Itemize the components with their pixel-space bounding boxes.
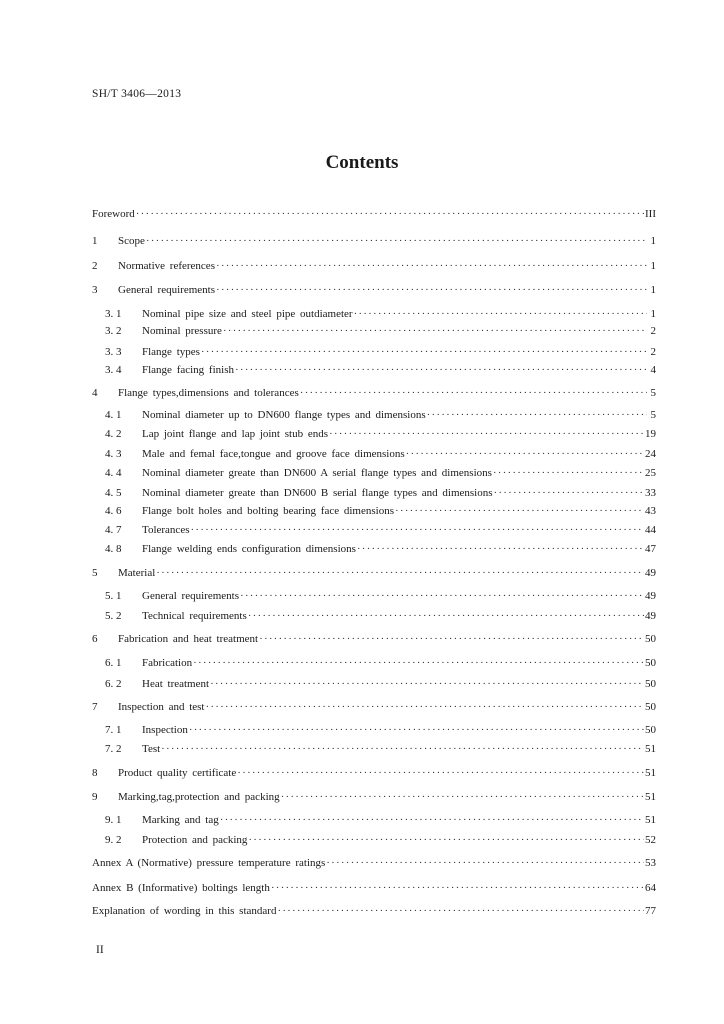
toc-entry-number: 9. 2	[105, 834, 122, 846]
toc-leader-dots	[205, 699, 644, 715]
toc-entry-label: Flange types,dimensions and tolerances	[118, 387, 299, 399]
toc-entry-number: 4. 2	[105, 428, 122, 440]
toc-entry-page: 1	[650, 235, 656, 247]
toc-entry[interactable]	[92, 880, 656, 896]
toc-entry-label: Flange welding ends configuration dimensions	[142, 543, 356, 555]
toc-entry[interactable]	[105, 522, 656, 538]
toc-entry[interactable]	[92, 233, 656, 249]
toc-entry[interactable]	[105, 503, 656, 519]
toc-leader-dots	[189, 722, 644, 738]
toc-entry-number: 1	[92, 235, 98, 247]
toc-entry[interactable]	[105, 323, 656, 339]
toc-leader-dots	[190, 522, 644, 538]
toc-entry-number: 4. 6	[105, 505, 122, 517]
toc-entry-page: 24	[645, 448, 656, 460]
toc-entry-label: Inspection and test	[118, 701, 205, 713]
toc-entry-label: Nominal pressure	[142, 325, 222, 337]
toc-entry-label: Male and femal face,tongue and groove face dimensions	[142, 448, 405, 460]
toc-entry-number: 4. 5	[105, 487, 122, 499]
toc-entry-number: 4. 7	[105, 524, 122, 536]
toc-leader-dots	[210, 676, 644, 692]
toc-leader-dots	[271, 880, 644, 896]
toc-entry-page: 51	[645, 814, 656, 826]
toc-entry[interactable]	[92, 258, 656, 274]
toc-entry-number: 4. 8	[105, 543, 122, 555]
toc-leader-dots	[300, 385, 647, 401]
toc-entry-number: 3. 1	[105, 308, 122, 320]
toc-entry-page: 2	[650, 325, 656, 337]
toc-entry-number: 5. 1	[105, 590, 122, 602]
toc-entry-page: 5	[650, 387, 656, 399]
toc-entry-label: Technical requirements	[142, 610, 247, 622]
toc-leader-dots	[277, 903, 644, 919]
toc-entry-label: Marking,tag,protection and packing	[118, 791, 280, 803]
toc-entry[interactable]	[105, 832, 656, 848]
toc-entry[interactable]	[92, 699, 656, 715]
toc-entry-page: 47	[645, 543, 656, 555]
toc-entry-label: Nominal diameter greate than DN600 B serial flange types and dimensions	[142, 487, 493, 499]
toc-entry-page: 33	[645, 487, 656, 499]
toc-leader-dots	[237, 765, 644, 781]
toc-entry-label: Normative references	[118, 260, 215, 272]
toc-entry-number: 3. 2	[105, 325, 122, 337]
toc-entry-label: General requirements	[142, 590, 239, 602]
toc-entry[interactable]	[92, 385, 656, 401]
toc-entry-page: 44	[645, 524, 656, 536]
toc-entry-number: 4. 3	[105, 448, 122, 460]
toc-entry[interactable]	[92, 903, 656, 919]
toc-entry[interactable]	[105, 344, 656, 360]
toc-entry[interactable]	[92, 565, 656, 581]
toc-leader-dots	[281, 789, 644, 805]
toc-leader-dots	[240, 588, 644, 604]
toc-entry-label: Lap joint flange and lap joint stub ends	[142, 428, 328, 440]
toc-entry-label: Tolerances	[142, 524, 190, 536]
toc-leader-dots	[395, 503, 644, 519]
toc-entry-number: 9. 1	[105, 814, 122, 826]
toc-entry-page: 5	[650, 409, 656, 421]
toc-entry[interactable]	[92, 282, 656, 298]
toc-entry[interactable]	[92, 631, 656, 647]
toc-entry[interactable]	[92, 206, 656, 222]
toc-leader-dots	[161, 741, 644, 757]
toc-leader-dots	[354, 306, 647, 322]
toc-entry-number: 4. 4	[105, 467, 122, 479]
toc-leader-dots	[216, 282, 647, 298]
toc-entry-page: 50	[645, 657, 656, 669]
toc-leader-dots	[235, 362, 647, 378]
toc-entry-number: 9	[92, 791, 98, 803]
toc-entry-label: Flange types	[142, 346, 200, 358]
toc-entry-number: 6	[92, 633, 98, 645]
toc-entry-page: 51	[645, 767, 656, 779]
toc-leader-dots	[223, 323, 647, 339]
toc-entry-page: 77	[645, 905, 656, 917]
toc-entry[interactable]	[92, 765, 656, 781]
toc-entry-page: III	[645, 208, 656, 220]
toc-leader-dots	[136, 206, 644, 222]
toc-entry-label: Marking and tag	[142, 814, 219, 826]
toc-leader-dots	[216, 258, 647, 274]
toc-entry-number: 5. 2	[105, 610, 122, 622]
toc-leader-dots	[326, 855, 644, 871]
toc-entry-page: 64	[645, 882, 656, 894]
toc-entry-label: Nominal diameter up to DN600 flange types and dimensions	[142, 409, 426, 421]
toc-entry[interactable]	[105, 306, 656, 322]
toc-entry[interactable]	[105, 541, 656, 557]
toc-entry-page: 50	[645, 724, 656, 736]
toc-entry-label: Fabrication	[142, 657, 193, 669]
toc-entry-page: 43	[645, 505, 656, 517]
toc-entry-label: Heat treatment	[142, 678, 210, 690]
toc-entry-label: Flange bolt holes and bolting bearing face dimensions	[142, 505, 394, 517]
toc-entry[interactable]	[105, 722, 656, 738]
toc-entry-label: Material	[118, 567, 156, 579]
toc-entry-number: 3. 3	[105, 346, 122, 358]
toc-entry-label: Annex B (Informative) boltings length	[92, 882, 270, 894]
toc-entry-label: Explanation of wording in this standard	[92, 905, 277, 917]
toc-entry-number: 3	[92, 284, 98, 296]
toc-entry-label: Inspection	[142, 724, 188, 736]
toc-entry[interactable]	[105, 655, 656, 671]
toc-entry-number: 7. 1	[105, 724, 122, 736]
toc-entry[interactable]	[105, 741, 656, 757]
toc-entry-label: Nominal diameter greate than DN600 A serial flange types and dimensions	[142, 467, 492, 479]
toc-entry-label: Foreword	[92, 208, 135, 220]
toc-entry-number: 5	[92, 567, 98, 579]
toc-leader-dots	[193, 655, 644, 671]
toc-entry-page: 51	[645, 743, 656, 755]
toc-leader-dots	[156, 565, 644, 581]
toc-entry-label: Product quality certificate	[118, 767, 237, 779]
toc-entry-number: 4. 1	[105, 409, 122, 421]
toc-leader-dots	[329, 426, 644, 442]
toc-entry-page: 4	[650, 364, 656, 376]
toc-leader-dots	[259, 631, 644, 647]
toc-leader-dots	[220, 812, 644, 828]
toc-leader-dots	[201, 344, 647, 360]
toc-entry-page: 49	[645, 610, 656, 622]
toc-leader-dots	[357, 541, 644, 557]
toc-entry-label: Annex A (Normative) pressure temperature ratings	[92, 857, 326, 869]
toc-entry-label: Protection and packing	[142, 834, 248, 846]
toc-entry[interactable]	[105, 588, 656, 604]
toc-leader-dots	[248, 832, 644, 848]
toc-entry-page: 49	[645, 567, 656, 579]
toc-entry-number: 6. 1	[105, 657, 122, 669]
toc-entry[interactable]	[105, 676, 656, 692]
toc-entry-label: Nominal pipe size and steel pipe outdiameter	[142, 308, 353, 320]
toc-entry[interactable]	[105, 465, 656, 481]
toc-entry-page: 2	[650, 346, 656, 358]
toc-leader-dots	[406, 446, 644, 462]
toc-entry-label: Scope	[118, 235, 145, 247]
toc-entry[interactable]	[105, 446, 656, 462]
toc-entry-page: 1	[650, 284, 656, 296]
toc-entry-page: 25	[645, 467, 656, 479]
page-number: II	[96, 944, 104, 956]
toc-entry-page: 52	[645, 834, 656, 846]
toc-entry-number: 4	[92, 387, 98, 399]
toc-entry[interactable]	[92, 855, 656, 871]
toc-entry-label: General requirements	[118, 284, 215, 296]
toc-entry[interactable]	[105, 362, 656, 378]
toc-entry[interactable]	[105, 608, 656, 624]
toc-entry-page: 50	[645, 701, 656, 713]
toc-leader-dots	[146, 233, 647, 249]
toc-entry-number: 2	[92, 260, 98, 272]
toc-entry-page: 51	[645, 791, 656, 803]
toc-entry-page: 50	[645, 633, 656, 645]
toc-entry-page: 49	[645, 590, 656, 602]
toc-leader-dots	[427, 407, 647, 423]
toc-entry-number: 3. 4	[105, 364, 122, 376]
toc-entry-page: 1	[650, 308, 656, 320]
toc-entry[interactable]	[105, 426, 656, 442]
toc-entry-page: 53	[645, 857, 656, 869]
toc-entry-label: Fabrication and heat treatment	[118, 633, 259, 645]
toc-entry[interactable]	[92, 789, 656, 805]
toc-entry-label: Test	[142, 743, 161, 755]
toc-entry-number: 7. 2	[105, 743, 122, 755]
toc-entry-page: 19	[645, 428, 656, 440]
toc-leader-dots	[248, 608, 644, 624]
toc-entry-label: Flange facing finish	[142, 364, 234, 376]
page-title: Contents	[325, 152, 399, 173]
toc-entry-number: 7	[92, 701, 98, 713]
toc-entry[interactable]	[105, 485, 656, 501]
toc-leader-dots	[493, 465, 644, 481]
toc-leader-dots	[494, 485, 644, 501]
toc-entry-number: 6. 2	[105, 678, 122, 690]
toc-entry-page: 1	[650, 260, 656, 272]
toc-entry-number: 8	[92, 767, 98, 779]
toc-entry[interactable]	[105, 812, 656, 828]
toc-entry[interactable]	[105, 407, 656, 423]
document-header-code: SH/T 3406—2013	[92, 88, 182, 100]
toc-entry-page: 50	[645, 678, 656, 690]
